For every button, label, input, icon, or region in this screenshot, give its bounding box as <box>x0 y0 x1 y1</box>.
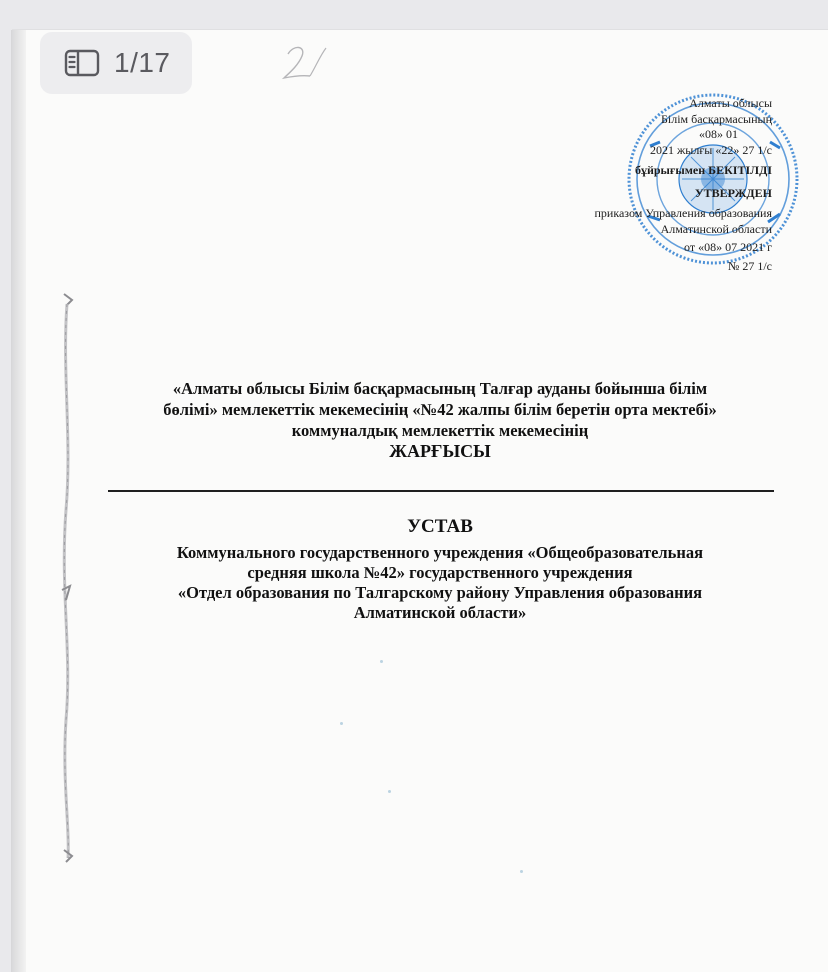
kz-title-line: «Алматы облысы Білім басқармасының Талғар ауданы бойынша білім <box>172 379 708 398</box>
approval-line-8: Алматинской области <box>660 222 772 236</box>
approval-line-5: бұйрығымен БЕКІТІЛДІ <box>634 163 772 177</box>
scan-speck <box>388 790 391 793</box>
scan-speck <box>380 660 383 663</box>
page-counter-button[interactable] <box>40 32 192 94</box>
ru-title-line: средняя школа №42» государственного учреждения <box>247 563 633 582</box>
kz-title-line: бөлімі» мемлекеттік мекемесінің «№42 жалпы білім беретін орта мектебі» <box>163 400 717 419</box>
scan-speck <box>340 722 343 725</box>
section-divider <box>108 490 774 492</box>
page-counter-label: 1/17 <box>114 47 171 78</box>
ru-title-line: Алматинской области» <box>353 603 527 622</box>
approval-line-3: «08» 01 <box>699 127 738 141</box>
kz-title <box>100 378 780 441</box>
approval-line-2: Білім басқармасының <box>660 112 772 126</box>
ru-heading: УСТАВ <box>407 516 473 537</box>
approval-line-7: приказом Управления образования <box>594 206 772 220</box>
ru-title-line: Коммунального государственного учреждения «Общеобразовательная <box>176 543 704 562</box>
approval-line-6: УТВЕРЖДЕН <box>694 186 772 200</box>
approval-line-9: от «08» 07 2021 г <box>683 240 772 254</box>
kz-title-line: коммуналдық мемлекеттік мекемесінің <box>291 421 589 440</box>
approval-line-4: 2021 жылғы «22» 27 1/с <box>650 143 772 157</box>
handwritten-page-mark <box>280 42 330 82</box>
approval-line-1: Алматы облысы <box>689 96 772 110</box>
kz-heading: ЖАРҒЫСЫ <box>389 441 491 461</box>
approval-line-10: № 27 1/с <box>727 259 772 273</box>
page-shadow-edge <box>12 30 26 972</box>
ru-title-line: «Отдел образования по Талгарскому району Управления образования <box>177 583 703 602</box>
ru-title <box>100 543 780 623</box>
scan-speck <box>520 870 523 873</box>
sidebar-panel-icon <box>64 49 100 77</box>
binding-thread-image <box>54 290 84 870</box>
